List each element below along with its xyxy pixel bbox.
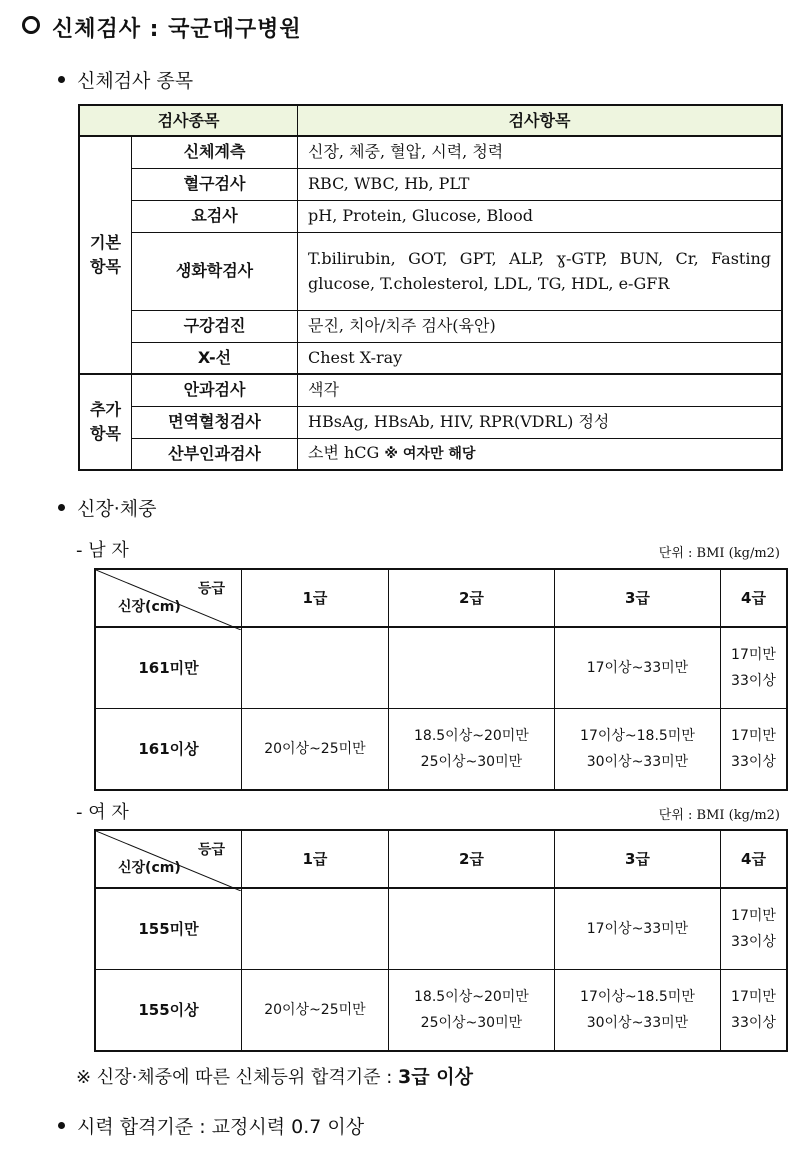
grade-1-header: 1급 xyxy=(242,830,389,888)
height-range: 155이상 xyxy=(95,970,242,1052)
grade-2-cell xyxy=(388,627,554,709)
grade-4-header: 4급 xyxy=(720,830,787,888)
row-items: HBsAg, HBsAb, HIV, RPR(VDRL) 정성 xyxy=(298,406,783,438)
grade-4-cell xyxy=(720,888,787,970)
row-items: T.bilirubin, GOT, GPT, ALP, ɣ-GTP, BUN, Cr, Fasting glucose, T.cholesterol, LDL, TG, HDL, e-GFR xyxy=(298,232,783,310)
table-row xyxy=(95,888,787,970)
pass-criteria-note xyxy=(76,1062,473,1089)
grade-4-cell xyxy=(720,709,787,791)
row-name: 산부인과검사 xyxy=(132,438,298,470)
table-row xyxy=(79,406,782,438)
row-items: pH, Protein, Glucose, Blood xyxy=(298,200,783,232)
grade-2-cell xyxy=(388,970,554,1052)
grade-2-high: 25이상~30미만 xyxy=(420,754,523,770)
height-range: 161미만 xyxy=(95,627,242,709)
header-exam-category: 검사종목 xyxy=(79,105,298,136)
row-name: 안과검사 xyxy=(132,374,298,406)
height-label: 신장(cm) xyxy=(118,599,181,615)
section-height-weight xyxy=(58,494,156,521)
note-value: 3급 이상 xyxy=(398,1066,473,1088)
row-items-text: 소변 hCG xyxy=(308,443,380,463)
grade-label: 등급 xyxy=(197,581,225,597)
grade-4-header: 4급 xyxy=(720,569,787,627)
row-items: 신장, 체중, 혈압, 시력, 청력 xyxy=(298,136,783,168)
grade-3-high: 30이상~33미만 xyxy=(586,1015,689,1031)
section-label: 신체검사 종목 xyxy=(77,70,194,92)
grade-3-low: 17이상~18.5미만 xyxy=(580,728,695,744)
row-name: 요검사 xyxy=(132,200,298,232)
grade-label: 등급 xyxy=(197,842,225,858)
height-range: 155미만 xyxy=(95,888,242,970)
section-label: 시력 합격기준 : 교정시력 0.7 이상 xyxy=(77,1116,365,1138)
section-exam-items xyxy=(58,66,193,93)
bmi-header-row xyxy=(95,830,787,888)
table-header-row xyxy=(79,105,782,136)
diagonal-header-cell xyxy=(95,830,242,888)
diagonal-header-cell xyxy=(95,569,242,627)
row-name: 신체계측 xyxy=(132,136,298,168)
page-title-text: 신체검사 : 국군대구병원 xyxy=(52,17,302,42)
row-name: 혈구검사 xyxy=(132,168,298,200)
table-row xyxy=(95,970,787,1052)
table-row xyxy=(79,232,782,310)
grade-2-low: 18.5이상~20미만 xyxy=(414,989,529,1005)
grade-2-low: 18.5이상~20미만 xyxy=(414,728,529,744)
circle-bullet-icon xyxy=(22,16,40,34)
extra-items-label: 추가 항목 xyxy=(79,374,132,470)
grade-4-high: 33이상 xyxy=(731,934,776,950)
grade-3-high: 30이상~33미만 xyxy=(586,754,689,770)
grade-3-header: 3급 xyxy=(554,569,720,627)
bullet-icon xyxy=(58,1122,65,1129)
header-exam-items: 검사항목 xyxy=(298,105,783,136)
grade-1-cell xyxy=(242,888,389,970)
row-items: RBC, WBC, Hb, PLT xyxy=(298,168,783,200)
grade-3-cell: 17이상~33미만 xyxy=(554,888,720,970)
grade-2-header: 2급 xyxy=(388,830,554,888)
table-row xyxy=(79,136,782,168)
bullet-icon xyxy=(58,504,65,511)
exam-items-table xyxy=(78,104,783,471)
grade-3-low: 17이상~18.5미만 xyxy=(580,989,695,1005)
row-items xyxy=(298,438,783,470)
row-name: 생화학검사 xyxy=(132,232,298,310)
row-items: 색각 xyxy=(298,374,783,406)
unit-label: 단위 : BMI (kg/m2) xyxy=(658,546,780,561)
section-vision xyxy=(58,1112,364,1139)
female-bmi-table xyxy=(94,829,788,1052)
grade-4-high: 33이상 xyxy=(731,754,776,770)
female-label: - 여 자 xyxy=(76,802,129,823)
row-name: 면역혈청검사 xyxy=(132,406,298,438)
grade-4-low: 17미만 xyxy=(731,989,776,1005)
grade-1-cell: 20이상~25미만 xyxy=(242,970,389,1052)
table-row xyxy=(79,374,782,406)
grade-2-high: 25이상~30미만 xyxy=(420,1015,523,1031)
grade-2-cell xyxy=(388,888,554,970)
grade-1-cell: 20이상~25미만 xyxy=(242,709,389,791)
grade-4-high: 33이상 xyxy=(731,673,776,689)
note-text: ※ 신장·체중에 따른 신체등위 합격기준 : xyxy=(76,1067,393,1088)
table-row xyxy=(79,168,782,200)
grade-4-cell xyxy=(720,970,787,1052)
unit-label: 단위 : BMI (kg/m2) xyxy=(658,808,780,823)
grade-4-low: 17미만 xyxy=(731,908,776,924)
row-items: 문진, 치아/치주 검사(육안) xyxy=(298,310,783,342)
female-only-note: ※ 여자만 해당 xyxy=(384,446,476,463)
page-title xyxy=(22,12,302,43)
grade-2-cell xyxy=(388,709,554,791)
grade-3-cell xyxy=(554,709,720,791)
grade-4-low: 17미만 xyxy=(731,647,776,663)
row-items: Chest X-ray xyxy=(298,342,783,374)
section-label: 신장·체중 xyxy=(77,498,157,520)
table-row xyxy=(79,310,782,342)
table-row xyxy=(79,200,782,232)
basic-items-label: 기본 항목 xyxy=(79,136,132,374)
table-row xyxy=(95,709,787,791)
grade-3-cell: 17이상~33미만 xyxy=(554,627,720,709)
grade-1-cell xyxy=(242,627,389,709)
grade-4-high: 33이상 xyxy=(731,1015,776,1031)
grade-4-cell xyxy=(720,627,787,709)
height-label: 신장(cm) xyxy=(118,860,181,876)
table-row xyxy=(79,438,782,470)
male-bmi-table xyxy=(94,568,788,791)
height-range: 161이상 xyxy=(95,709,242,791)
grade-3-cell xyxy=(554,970,720,1052)
bullet-icon xyxy=(58,76,65,83)
grade-4-low: 17미만 xyxy=(731,728,776,744)
bmi-header-row xyxy=(95,569,787,627)
male-label: - 남 자 xyxy=(76,540,129,561)
row-name: X-선 xyxy=(132,342,298,374)
table-row xyxy=(79,342,782,374)
grade-2-header: 2급 xyxy=(388,569,554,627)
row-name: 구강검진 xyxy=(132,310,298,342)
grade-3-header: 3급 xyxy=(554,830,720,888)
grade-1-header: 1급 xyxy=(242,569,389,627)
table-row xyxy=(95,627,787,709)
